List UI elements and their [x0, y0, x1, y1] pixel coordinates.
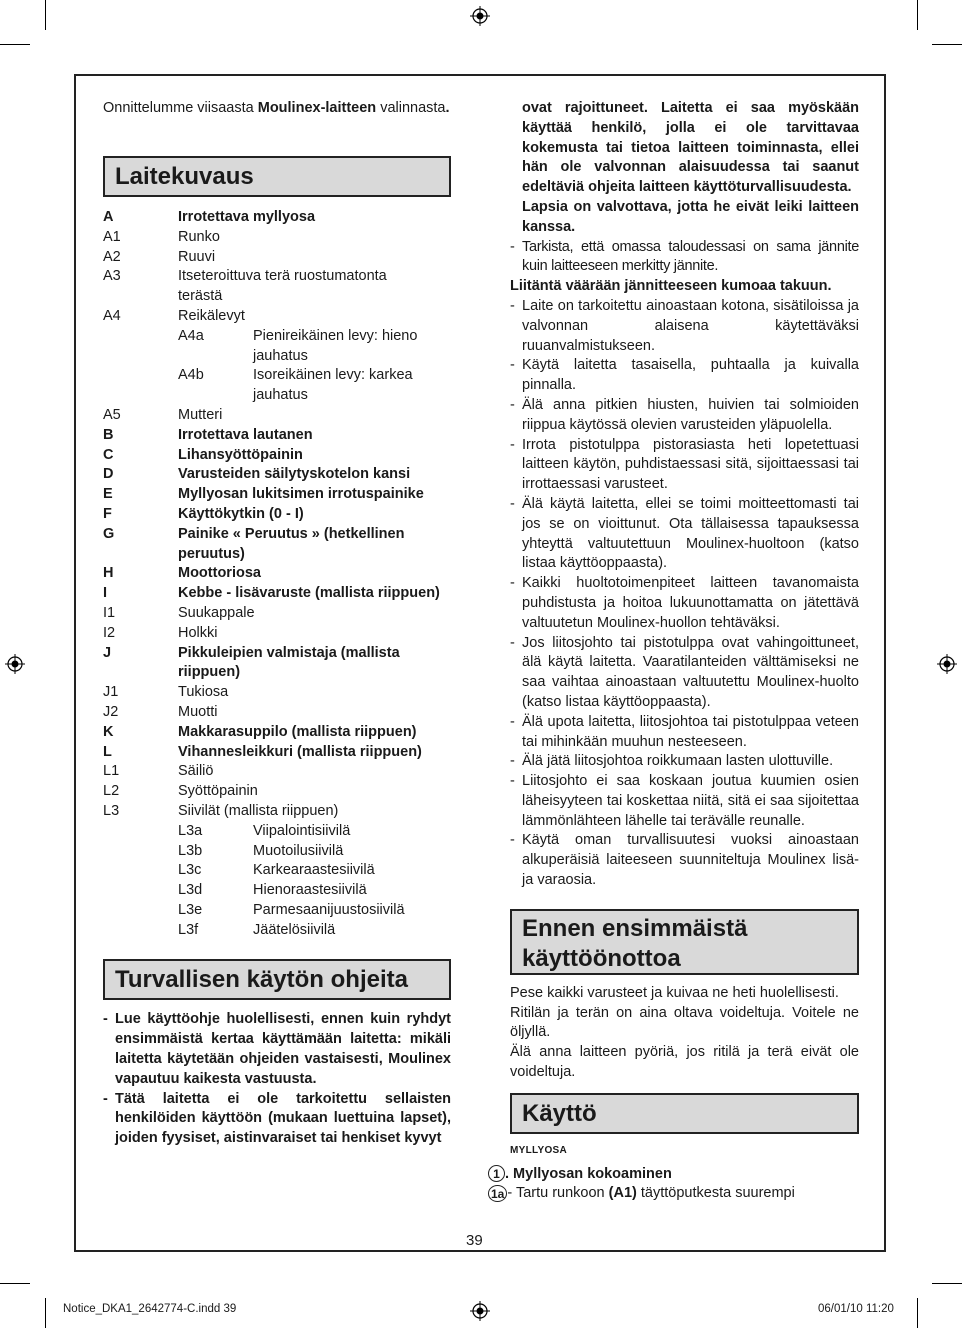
legend-row	[103, 683, 451, 703]
legend-row	[103, 861, 451, 881]
crop-mark	[0, 44, 30, 45]
legend-row	[103, 208, 451, 228]
heading-laitekuvaus: Laitekuvaus	[103, 156, 451, 197]
legend-code: A5	[103, 406, 121, 423]
crop-mark	[0, 1283, 30, 1284]
legend-code: J	[103, 644, 112, 661]
bullet-dash: -	[510, 713, 515, 730]
parts-legend	[103, 208, 451, 940]
safety-item	[510, 574, 859, 633]
safety-item-text: Irrota pistotulppa pistorasiasta heti lopetettuasi laitteen käytön, puhdistaessasi sitä, sijoittaessasi tai irrottaessasi varusteet.	[522, 436, 859, 493]
safety-item-text: Tätä laitetta ei ole tarkoitettu sellaisten henkilöiden käyttöön (mukaan luettuina lapset), joiden fyysiset, aistinvaraiset tai henkiset kyvyt	[115, 1090, 451, 1147]
legend-code: L3f	[178, 921, 199, 938]
legend-text: Myllyosan lukitsimen irrotuspainike	[178, 486, 424, 503]
legend-text: Parmesaanijuustosiivilä	[253, 901, 405, 918]
legend-code: A4	[103, 307, 121, 324]
bullet-dash: -	[510, 575, 515, 592]
safety-children-note: Lapsia on valvottava, jotta he eivät leiki laitteen kanssa.	[522, 198, 859, 235]
footer-file: Notice_DKA1_2642774-C.indd 39	[63, 1303, 237, 1315]
safety-item	[510, 634, 859, 713]
legend-text: Vihannesleikkuri (mallista riippuen)	[178, 743, 422, 760]
legend-row	[103, 604, 451, 624]
legend-text: Irrotettava myllyosa	[178, 209, 316, 225]
safety-item	[103, 1010, 451, 1089]
voltage-check: - Tarkista, että omassa taloudessasi on sama jännite kuin laitteeseen merkitty jännite.	[510, 238, 859, 275]
left-column	[103, 99, 451, 1149]
safety-item-text: Älä käytä laitetta, ellei se toimi moitteettomasti tai jos se on vioittunut. Ota tällaisessa tapauksessa yhteyttä valtuutettuun Moulinex-huoltoon (katso listaa käyttöoppaasta).	[522, 495, 859, 572]
safety-item	[510, 831, 859, 890]
legend-row	[103, 366, 451, 406]
legend-code: A1	[103, 228, 121, 245]
legend-code: I1	[103, 604, 116, 621]
bullet-dash: -	[510, 357, 515, 374]
safety-item	[510, 752, 859, 772]
legend-row	[103, 921, 451, 941]
safety-item	[510, 356, 859, 396]
legend-row	[103, 307, 451, 327]
legend-text: Syöttöpainin	[178, 783, 258, 800]
crop-mark	[932, 1283, 962, 1284]
bullet-dash: -	[510, 495, 515, 512]
ennen-paragraph-3: Älä anna laitteen pyöriä, jos ritilä ja terä eivät ole voideltuja.	[510, 1044, 859, 1081]
legend-text: Mutteri	[178, 406, 223, 423]
legend-text: Moottoriosa	[178, 565, 261, 582]
legend-code: J1	[103, 684, 119, 701]
substep-number-badge: 1a	[488, 1185, 507, 1202]
legend-row	[103, 564, 451, 584]
registration-mark-icon	[5, 654, 25, 674]
safety-item	[510, 495, 859, 574]
legend-row	[103, 624, 451, 644]
legend-code: L3b	[178, 842, 203, 859]
legend-code: A4a	[178, 327, 204, 344]
bullet-dash: -	[510, 396, 515, 413]
legend-text: Isoreikäinen levy: karkea jauhatus	[253, 367, 413, 404]
legend-code: G	[103, 525, 115, 542]
legend-code: A4b	[178, 367, 204, 384]
legend-code: I	[103, 585, 108, 602]
voltage-warning: Liitäntä väärään jännitteeseen kumoaa takuun.	[510, 278, 832, 295]
safety-item-text: Liitosjohto ei saa koskaan joutua kuumien osien läheisyyteen tai koskettaa niitä, sitä ei saa sijoitettaa lämmönlähteen lähelle tai terävälle reunalle.	[522, 773, 859, 829]
legend-text: Karkearaastesiivilä	[253, 862, 375, 879]
legend-row	[103, 426, 451, 446]
legend-text: Irrotettava lautanen	[178, 426, 313, 443]
safety-item	[103, 1090, 451, 1149]
step-number-badge: 1	[488, 1165, 505, 1182]
safety-item	[510, 297, 859, 356]
legend-text: Muotti	[178, 703, 218, 720]
legend-text: Ruuvi	[178, 248, 216, 265]
legend-code: L3	[103, 802, 120, 819]
legend-row	[103, 267, 451, 307]
legend-text: Reikälevyt	[178, 307, 245, 324]
crop-mark	[45, 0, 46, 30]
legend-text: Jäätelösiivilä	[253, 921, 336, 938]
safety-item-text: Käytä laitetta tasaisella, puhtaalla ja kuivalla pinnalla.	[522, 357, 859, 394]
legend-code: E	[103, 486, 113, 503]
legend-text: Lihansyöttöpainin	[178, 446, 303, 463]
safety-item-text: Kaikki huoltotoimenpiteet laitteen tavanomaista puhdistusta ja hoitoa lukuunottamatta on jätettävä valtuutetun Moulinex-huollon tehtäväksi.	[522, 575, 859, 631]
legend-text: Käyttökytkin (0 - I)	[178, 505, 304, 522]
legend-code: H	[103, 565, 114, 582]
legend-row	[103, 485, 451, 505]
legend-text: Itseteroittuva terä ruostumatonta terästä	[178, 268, 387, 305]
safety-item-text: Laite on tarkoitettu ainoastaan kotona, sisätiloissa ja valvonnan alaisena käytettäväksi ruuanvalmistukseen.	[522, 297, 859, 354]
heading-ennen: Ennen ensimmäistä käyttöönottoa	[510, 909, 859, 975]
legend-code: L3d	[178, 882, 203, 899]
legend-row	[103, 901, 451, 921]
footer-date: 06/01/10 11:20	[818, 1303, 894, 1315]
legend-row	[103, 644, 451, 684]
safety-item-text: Älä upota laitetta, liitosjohtoa tai pistotulppaa veteen tai mihinkään muuhun nesteeseen.	[522, 713, 859, 750]
legend-code: K	[103, 723, 114, 740]
safety-item-text: Lue käyttöohje huolellisesti, ennen kuin ryhdyt ensimmäistä kertaa käyttämään laitetta: mikäli laitetta käytetään ohjeiden vastaisesti, Moulinex vapautuu kaikesta vastuusta.	[115, 1011, 451, 1087]
right-column	[491, 99, 859, 1204]
legend-row	[103, 446, 451, 466]
step-1a: 1a - Tartu runkoon (A1) täyttöputkesta suurempi	[488, 1184, 859, 1204]
legend-code: D	[103, 466, 114, 483]
legend-row	[103, 842, 451, 862]
legend-code: B	[103, 426, 114, 443]
crop-mark	[932, 44, 962, 45]
safety-item-text: Käytä oman turvallisuutesi vuoksi ainoastaan alkuperäisiä laiteeseen suunniteltuja Moulinex lisä- ja varaosia.	[522, 832, 859, 889]
legend-row	[103, 881, 451, 901]
legend-code: A2	[103, 248, 121, 265]
legend-code: C	[103, 446, 114, 463]
legend-code: L3e	[178, 901, 203, 918]
safety-list-right	[510, 297, 859, 891]
legend-row	[103, 782, 451, 802]
legend-code: L3c	[178, 862, 202, 879]
safety-item-text: Jos liitosjohto tai pistotulppa ovat vahingoittuneet, älä käytä laitetta. Vaaratilanteiden välttämiseksi ne saa vaihtaa ainoastaan valtuutettu Moulinex-huolto (katso listaa käyttöoppaasta).	[522, 634, 859, 710]
step-1	[488, 1165, 859, 1185]
registration-mark-icon	[937, 654, 957, 674]
legend-row	[103, 406, 451, 426]
safety-item	[510, 396, 859, 436]
legend-row	[103, 743, 451, 763]
legend-text: Suukappale	[178, 604, 255, 621]
safety-continuation: ovat rajoittuneet. Laitetta ei saa myöskään käyttää henkilö, jolla ei ole tarvittavaa kokemusta tai tietoa laitteen toiminnasta, ellei hän ole valvonnan alaisuudessa tai saanut edeltäviä ohjeita laitteen käyttöturvallisuudesta.	[522, 100, 859, 196]
legend-code: J2	[103, 703, 119, 720]
page-number: 39	[466, 1232, 483, 1249]
safety-item	[510, 436, 859, 495]
bullet-dash: -	[510, 832, 515, 849]
legend-text: Muotoilusiivilä	[253, 842, 344, 859]
legend-row	[103, 584, 451, 604]
legend-text: Kebbe - lisävaruste (mallista riippuen)	[178, 585, 440, 602]
legend-text: Makkarasuppilo (mallista riippuen)	[178, 723, 417, 740]
legend-text: Pienireikäinen levy: hieno jauhatus	[253, 327, 418, 364]
bullet-dash: -	[510, 297, 515, 314]
safety-item	[510, 713, 859, 753]
legend-code: L3a	[178, 822, 203, 839]
legend-code: L	[103, 743, 112, 760]
safety-item-text: Älä anna pitkien hiusten, huivien tai solmioiden riippua käytössä olevien varusteiden yläpuolella.	[522, 396, 859, 433]
legend-code: A3	[103, 268, 121, 285]
legend-code: L1	[103, 763, 120, 780]
safety-item-text: Älä jätä liitosjohtoa roikkumaan lasten ulottuville.	[522, 753, 834, 770]
bullet-dash: -	[510, 634, 515, 651]
legend-text: Säiliö	[178, 763, 214, 780]
ennen-paragraph-2: Ritilän ja terän on aina oltava voideltuja. Voitele ne öljyllä.	[510, 1004, 859, 1041]
safety-item	[510, 772, 859, 831]
legend-row	[103, 525, 451, 565]
legend-row	[103, 505, 451, 525]
registration-mark-icon	[470, 6, 490, 26]
legend-row	[103, 327, 451, 367]
legend-row	[103, 465, 451, 485]
legend-row	[103, 822, 451, 842]
legend-text: Pikkuleipien valmistaja (mallista riippuen)	[178, 644, 400, 681]
legend-row	[103, 802, 451, 822]
legend-text: Holkki	[178, 624, 218, 641]
heading-turvallisen: Turvallisen käytön ohjeita	[103, 959, 451, 1000]
ennen-paragraph-1: Pese kaikki varusteet ja kuivaa ne heti huolellisesti.	[510, 984, 839, 1001]
bullet-dash: -	[510, 753, 515, 770]
legend-text: Hienoraastesiivilä	[253, 882, 367, 899]
legend-code: I2	[103, 624, 116, 641]
legend-text: Tukiosa	[178, 684, 229, 701]
step-title: . Myllyosan kokoaminen	[505, 1165, 672, 1182]
legend-code: L2	[103, 783, 120, 800]
legend-text: Painike « Peruutus » (hetkellinen peruutus)	[178, 525, 405, 562]
legend-text: Viipalointisiivilä	[253, 822, 351, 839]
intro-text: Onnittelumme viisaasta Moulinex-laitteen valinnasta.	[103, 100, 450, 116]
safety-list-left	[103, 1010, 451, 1149]
legend-row	[103, 248, 451, 268]
legend-text: Runko	[178, 228, 220, 245]
bullet-dash: -	[510, 773, 515, 790]
legend-row	[103, 228, 451, 248]
section-label: MYLLYOSA	[510, 1144, 568, 1156]
crop-mark	[45, 1298, 46, 1328]
legend-row	[103, 723, 451, 743]
registration-mark-icon	[470, 1301, 490, 1321]
legend-row	[103, 703, 451, 723]
crop-mark	[917, 1298, 918, 1328]
heading-kaytto: Käyttö	[510, 1093, 859, 1134]
legend-code: F	[103, 505, 112, 522]
legend-text: Varusteiden säilytyskotelon kansi	[178, 466, 411, 483]
bullet-dash: -	[510, 436, 515, 453]
bullet-dash: -	[103, 1090, 108, 1107]
legend-code: A	[103, 209, 114, 225]
legend-text: Siivilät (mallista riippuen)	[178, 802, 339, 819]
legend-row	[103, 762, 451, 782]
crop-mark	[917, 0, 918, 30]
bullet-dash: -	[103, 1011, 108, 1028]
